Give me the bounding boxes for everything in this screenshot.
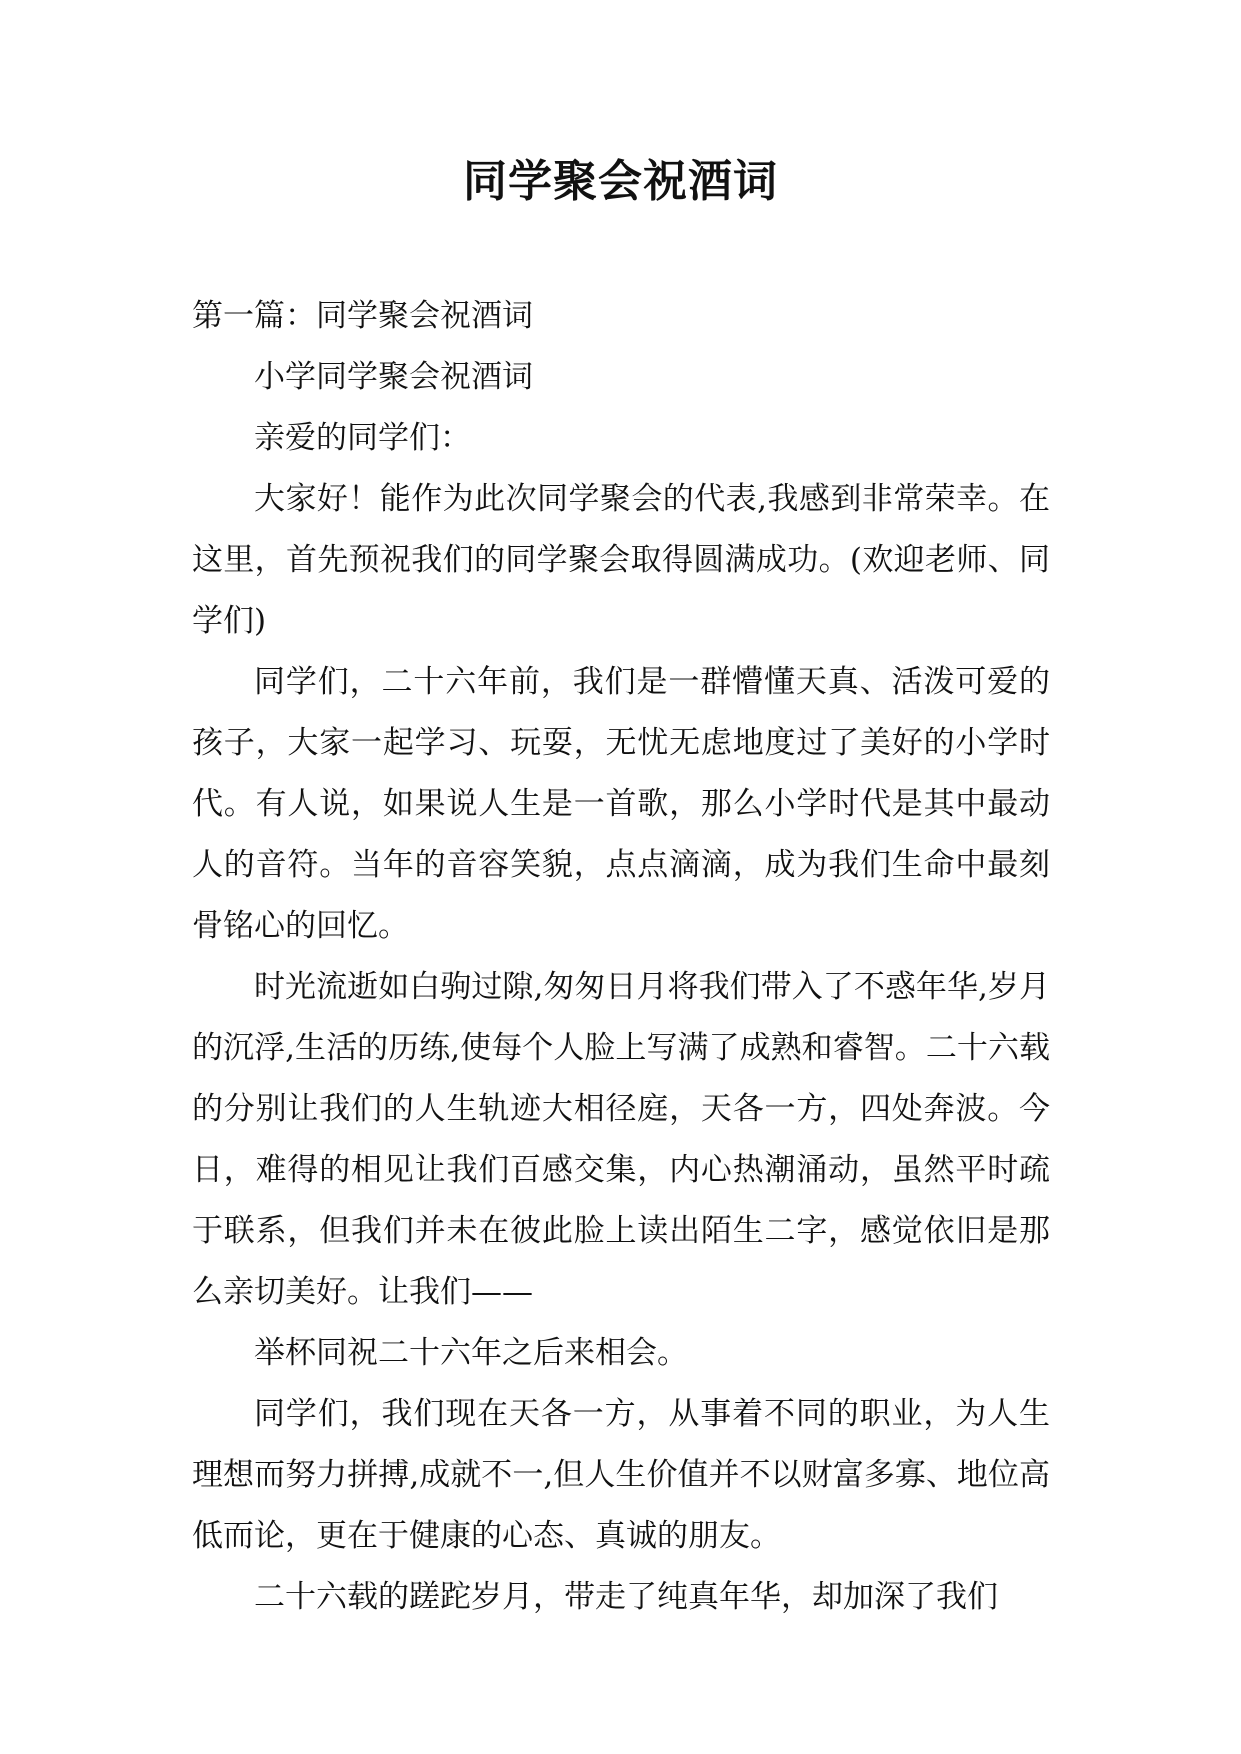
salutation: 亲爱的同学们： — [254, 420, 471, 456]
document-body — [192, 286, 1050, 1628]
paragraph: 二十六载的蹉跎岁月，带走了纯真年华，却加深了我们 — [254, 1579, 998, 1615]
speech-title: 小学同学聚会祝酒词 — [254, 359, 533, 395]
section-heading: 第一篇：同学聚会祝酒词 — [192, 298, 533, 334]
paragraph: 大家好！能作为此次同学聚会的代表,我感到非常荣幸。在这里，首先预祝我们的同学聚会取得圆满成功。(欢迎老师、同学们) — [192, 481, 1050, 639]
paragraph: 同学们，二十六年前，我们是一群懵懂天真、活泼可爱的孩子，大家一起学习、玩耍，无忧无虑地度过了美好的小学时代。有人说，如果说人生是一首歌，那么小学时代是其中最动人的音符。当年的音容笑貌，点点滴滴，成为我们生命中最刻骨铭心的回忆。 — [192, 664, 1050, 944]
document-title: 同学聚会祝酒词 — [463, 156, 778, 207]
paragraph: 时光流逝如白驹过隙,匆匆日月将我们带入了不惑年华,岁月的沉浮,生活的历练,使每个人脸上写满了成熟和睿智。二十六载的分别让我们的人生轨迹大相径庭，天各一方，四处奔波。今日，难得的相见让我们百感交集，内心热潮涌动，虽然平时疏于联系，但我们并未在彼此脸上读出陌生二字，感觉依旧是那么亲切美好。让我们—— — [192, 969, 1050, 1310]
paragraph: 举杯同祝二十六年之后来相会。 — [254, 1335, 688, 1371]
paragraph: 同学们，我们现在天各一方，从事着不同的职业，为人生理想而努力拼搏,成就不一,但人生价值并不以财富多寡、地位高低而论，更在于健康的心态、真诚的朋友。 — [192, 1396, 1050, 1554]
